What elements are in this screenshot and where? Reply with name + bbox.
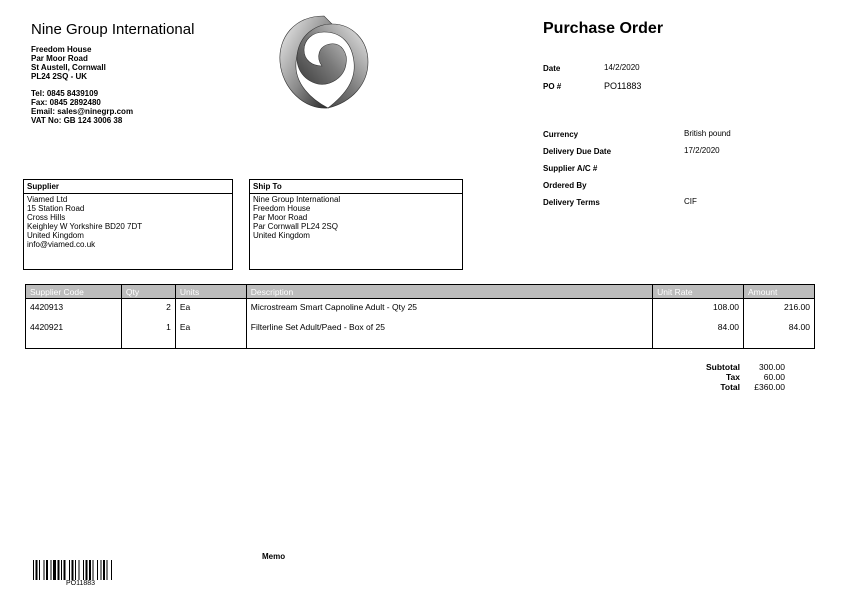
company-contact: [31, 89, 133, 125]
ship-to-address: [250, 194, 462, 241]
cell-unit-rate: 108.00: [653, 299, 744, 320]
barcode: [33, 560, 135, 580]
barcode-bar: [51, 560, 52, 580]
supplier-line: 15 Station Road: [27, 204, 85, 213]
ship-to-line: Freedom House: [253, 204, 311, 213]
tax-value: 60.00: [763, 372, 785, 382]
total-value: £360.00: [754, 382, 785, 392]
cell-description: Filterline Set Adult/Paed - Box of 25: [246, 319, 652, 349]
col-amount: Amount: [744, 285, 815, 299]
table-row: [26, 299, 815, 320]
currency-label: Currency: [543, 130, 579, 139]
table-row: [26, 319, 815, 349]
barcode-bar: [93, 560, 94, 580]
supplier-line: Keighley W Yorkshire BD20 7DT: [27, 222, 143, 231]
supplier-address: [24, 194, 232, 250]
cell-description: Microstream Smart Capnoline Adult - Qty 25: [246, 299, 652, 320]
subtotal-value: 300.00: [759, 362, 785, 372]
barcode-bar: [69, 560, 70, 580]
supplier-line: Cross Hills: [27, 213, 66, 222]
ship-to-line: United Kingdom: [253, 231, 310, 240]
document-title: Purchase Order: [543, 20, 664, 37]
barcode-bar: [58, 560, 60, 580]
company-name: Nine Group International: [31, 21, 195, 38]
delivery-terms-value: CIF: [684, 197, 697, 206]
barcode-bar: [39, 560, 40, 580]
col-supplier-code: Supplier Code: [26, 285, 122, 299]
date-value: 14/2/2020: [604, 63, 640, 72]
barcode-bar: [107, 560, 108, 580]
barcode-bar: [44, 560, 45, 580]
ship-to-heading: Ship To: [250, 180, 462, 194]
contact-line: VAT No: GB 124 3006 38: [31, 116, 123, 125]
po-label: PO #: [543, 82, 562, 91]
col-unit-rate: Unit Rate: [653, 285, 744, 299]
memo-label: Memo: [262, 552, 286, 561]
barcode-bar: [97, 560, 98, 580]
barcode-bar: [79, 560, 80, 580]
col-qty: Qty: [121, 285, 175, 299]
cell-amount: 84.00: [744, 319, 815, 349]
cell-units: Ea: [175, 299, 246, 320]
ordered-by-label: Ordered By: [543, 181, 587, 190]
address-line: Freedom House: [31, 45, 92, 54]
supplier-line: Viamed Ltd: [27, 195, 68, 204]
barcode-bar: [46, 560, 48, 580]
delivery-terms-label: Delivery Terms: [543, 198, 600, 207]
barcode-bar: [86, 560, 88, 580]
cell-supplier-code: 4420921: [26, 319, 122, 349]
barcode-bar: [61, 560, 62, 580]
due-date-label: Delivery Due Date: [543, 147, 612, 156]
address-line: PL24 2SQ - UK: [31, 72, 88, 81]
address-line: Par Moor Road: [31, 54, 88, 63]
supplier-box: [23, 179, 233, 270]
barcode-bar: [72, 560, 74, 580]
company-logo: [272, 10, 376, 114]
barcode-bar: [101, 560, 102, 580]
company-address: [31, 45, 106, 81]
barcode-bar: [83, 560, 84, 580]
barcode-bar: [33, 560, 34, 580]
barcode-bar: [36, 560, 38, 580]
subtotal-label: Subtotal: [706, 362, 740, 372]
address-line: St Austell, Cornwall: [31, 63, 106, 72]
barcode-bar: [89, 560, 91, 580]
col-units: Units: [175, 285, 246, 299]
ship-to-line: Nine Group International: [253, 195, 341, 204]
barcode-bar: [103, 560, 105, 580]
line-items-table: [25, 284, 815, 349]
contact-line: Tel: 0845 8439109: [31, 89, 99, 98]
supplier-ac-label: Supplier A/C #: [543, 164, 598, 173]
ship-to-box: [249, 179, 463, 270]
contact-line: Email: sales@ninegrp.com: [31, 107, 134, 116]
supplier-heading: Supplier: [24, 180, 232, 194]
cell-unit-rate: 84.00: [653, 319, 744, 349]
barcode-bar: [64, 560, 66, 580]
contact-line: Fax: 0845 2892480: [31, 98, 101, 107]
barcode-text: PO11883: [66, 580, 96, 587]
supplier-line: United Kingdom: [27, 231, 84, 240]
col-description: Description: [246, 285, 652, 299]
date-label: Date: [543, 64, 561, 73]
ship-to-line: Par Moor Road: [253, 213, 308, 222]
currency-value: British pound: [684, 129, 731, 138]
total-label: Total: [720, 382, 740, 392]
ship-to-line: Par Cornwall PL24 2SQ: [253, 222, 338, 231]
barcode-bar: [75, 560, 76, 580]
barcode-bar: [53, 560, 56, 580]
table-header-row: [26, 285, 815, 299]
cell-supplier-code: 4420913: [26, 299, 122, 320]
cell-units: Ea: [175, 319, 246, 349]
po-value: PO11883: [604, 81, 642, 91]
cell-qty: 2: [121, 299, 175, 320]
cell-qty: 1: [121, 319, 175, 349]
supplier-line: info@viamed.co.uk: [27, 240, 96, 249]
cell-amount: 216.00: [744, 299, 815, 320]
due-date-value: 17/2/2020: [684, 146, 720, 155]
barcode-bar: [111, 560, 112, 580]
tax-label: Tax: [725, 372, 740, 382]
totals-block: [680, 362, 785, 392]
